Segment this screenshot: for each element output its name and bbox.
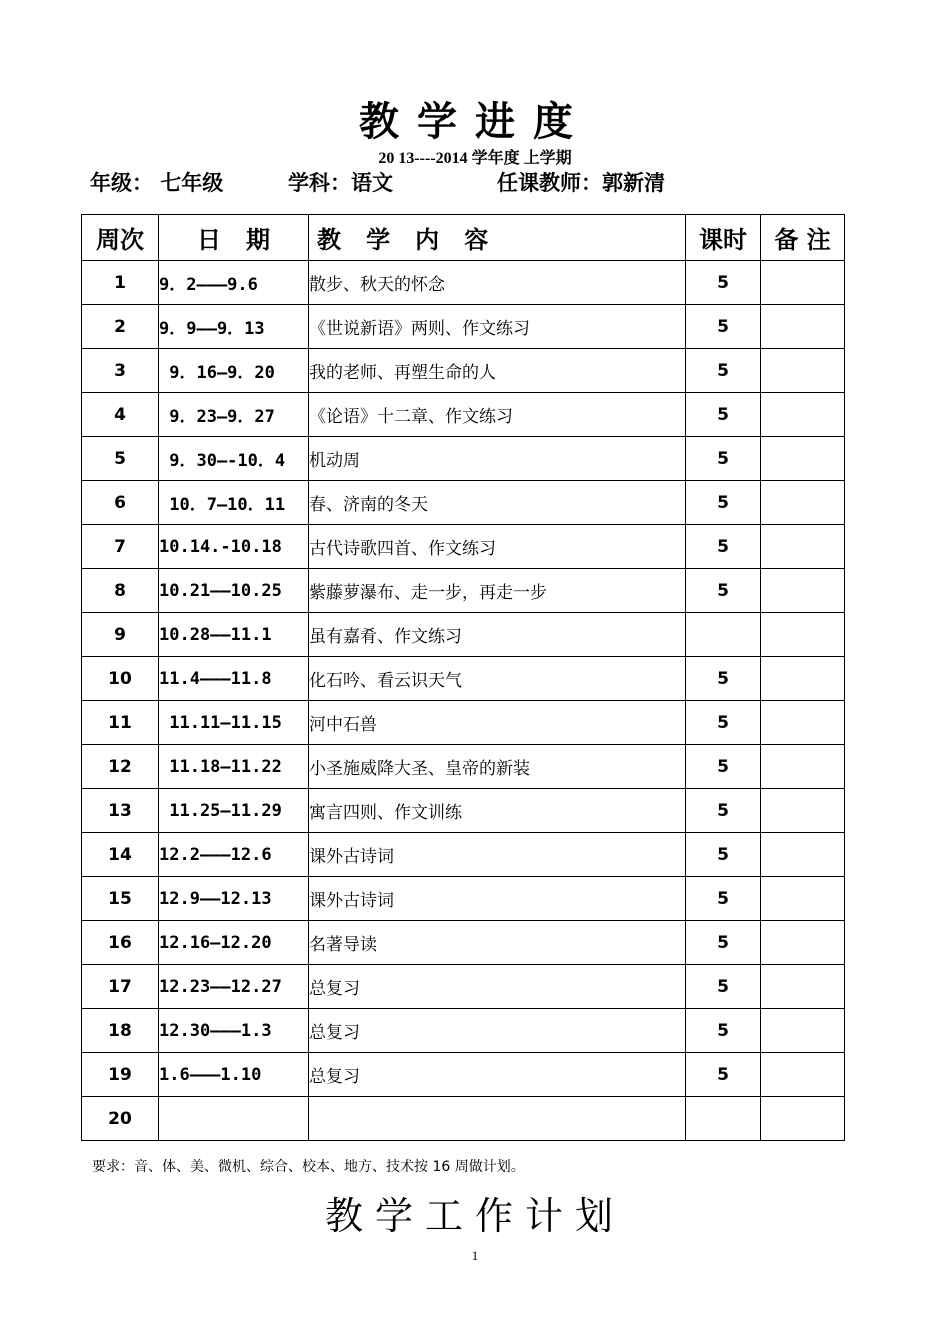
note-cell — [761, 965, 845, 1009]
date-cell: 10.14.-10.18 — [159, 525, 309, 569]
content-cell: 紫藤萝瀑布、走一步，再走一步 — [309, 569, 686, 613]
hours-cell: 5 — [686, 745, 761, 789]
table-row — [82, 349, 845, 393]
week-cell: 13 — [82, 789, 159, 833]
week-cell: 12 — [82, 745, 159, 789]
hours-cell: 5 — [686, 437, 761, 481]
hours-cell: 5 — [686, 965, 761, 1009]
date-cell: 12.23——12.27 — [159, 965, 309, 1009]
note-cell — [761, 481, 845, 525]
table-row — [82, 569, 845, 613]
hours-cell — [686, 613, 761, 657]
week-cell: 15 — [82, 877, 159, 921]
note-cell — [761, 1009, 845, 1053]
note-cell — [761, 789, 845, 833]
content-cell: 总复习 — [309, 1009, 686, 1053]
note-cell — [761, 833, 845, 877]
header-date: 日 期 — [159, 215, 309, 261]
table-row — [82, 701, 845, 745]
week-cell: 20 — [82, 1097, 159, 1141]
header-notes: 备 注 — [761, 215, 845, 261]
date-cell: 11.4—–—11.8 — [159, 657, 309, 701]
note-cell — [761, 921, 845, 965]
grade-label: 年级： 七年级 — [90, 171, 224, 195]
table-row — [82, 481, 845, 525]
content-cell: 古代诗歌四首、作文练习 — [309, 525, 686, 569]
header-week: 周次 — [82, 215, 159, 261]
week-cell: 9 — [82, 613, 159, 657]
content-cell: 《论语》十二章、作文练习 — [309, 393, 686, 437]
note-cell — [761, 877, 845, 921]
date-cell: 12.2——–12.6 — [159, 833, 309, 877]
week-cell: 4 — [82, 393, 159, 437]
note-cell — [761, 1097, 845, 1141]
content-cell: 总复习 — [309, 1053, 686, 1097]
header-content: 教 学 内 容 — [309, 215, 686, 261]
content-cell: 虽有嘉肴、作文练习 — [309, 613, 686, 657]
date-cell: 10．7—10．11 — [159, 481, 309, 525]
week-cell: 14 — [82, 833, 159, 877]
note-cell — [761, 701, 845, 745]
table-header-row — [82, 215, 845, 261]
note-cell — [761, 305, 845, 349]
content-cell: 我的老师、再塑生命的人 — [309, 349, 686, 393]
note-cell — [761, 745, 845, 789]
hours-cell: 5 — [686, 789, 761, 833]
content-cell: 课外古诗词 — [309, 833, 686, 877]
subject-label: 学科：语文 — [288, 171, 393, 195]
note-cell — [761, 525, 845, 569]
week-cell: 6 — [82, 481, 159, 525]
note-cell — [761, 569, 845, 613]
schedule-table — [81, 214, 845, 1141]
table-row — [82, 393, 845, 437]
hours-cell: 5 — [686, 525, 761, 569]
table-row — [82, 613, 845, 657]
school-year-subtitle: 20 13----2014 学年度 上学期 — [378, 150, 572, 167]
teacher-label: 任课教师：郭新清 — [497, 171, 665, 195]
hours-cell: 5 — [686, 833, 761, 877]
content-cell: 名著导读 — [309, 921, 686, 965]
table-row — [82, 657, 845, 701]
content-cell: 机动周 — [309, 437, 686, 481]
note-cell — [761, 393, 845, 437]
note-cell — [761, 657, 845, 701]
hours-cell: 5 — [686, 657, 761, 701]
week-cell: 1 — [82, 261, 159, 305]
table-row — [82, 965, 845, 1009]
date-cell: 11.11—11.15 — [159, 701, 309, 745]
hours-cell: 5 — [686, 1053, 761, 1097]
date-cell: 11.18—11.22 — [159, 745, 309, 789]
table-row — [82, 833, 845, 877]
week-cell: 7 — [82, 525, 159, 569]
note-cell — [761, 349, 845, 393]
date-cell: 12.9——12.13 — [159, 877, 309, 921]
page-number: 1 — [471, 1248, 479, 1263]
date-cell: 12.16—12.20 — [159, 921, 309, 965]
hours-cell — [686, 1097, 761, 1141]
table-row — [82, 1053, 845, 1097]
hours-cell: 5 — [686, 569, 761, 613]
date-cell: 9．23—9．27 — [159, 393, 309, 437]
date-cell — [159, 1097, 309, 1141]
content-cell: 散步、秋天的怀念 — [309, 261, 686, 305]
week-cell: 8 — [82, 569, 159, 613]
date-cell: 9．2—––9.6 — [159, 261, 309, 305]
content-cell: 河中石兽 — [309, 701, 686, 745]
content-cell: 小圣施威降大圣、皇帝的新装 — [309, 745, 686, 789]
header-hours: 课时 — [686, 215, 761, 261]
hours-cell: 5 — [686, 481, 761, 525]
week-cell: 16 — [82, 921, 159, 965]
content-cell: 《世说新语》两则、作文练习 — [309, 305, 686, 349]
date-cell: 10.21——10.25 — [159, 569, 309, 613]
date-cell: 10.28——11.1 — [159, 613, 309, 657]
week-cell: 11 — [82, 701, 159, 745]
week-cell: 19 — [82, 1053, 159, 1097]
content-cell: 总复习 — [309, 965, 686, 1009]
note-cell — [761, 1053, 845, 1097]
note-cell — [761, 437, 845, 481]
table-row — [82, 437, 845, 481]
content-cell: 春、济南的冬天 — [309, 481, 686, 525]
hours-cell: 5 — [686, 1009, 761, 1053]
hours-cell: 5 — [686, 877, 761, 921]
table-row — [82, 921, 845, 965]
week-cell: 2 — [82, 305, 159, 349]
date-cell: 9．30—-10．4 — [159, 437, 309, 481]
date-cell: 9．9—–9．13 — [159, 305, 309, 349]
note-cell — [761, 613, 845, 657]
table-row — [82, 305, 845, 349]
content-cell: 课外古诗词 — [309, 877, 686, 921]
hours-cell: 5 — [686, 349, 761, 393]
week-cell: 17 — [82, 965, 159, 1009]
table-row — [82, 525, 845, 569]
week-cell: 3 — [82, 349, 159, 393]
date-cell: 9．16—9．20 — [159, 349, 309, 393]
table-row — [82, 1097, 845, 1141]
note-cell — [761, 261, 845, 305]
requirement-note: 要求：音、体、美、微机、综合、校本、地方、技术按 16 周做计划。 — [92, 1159, 525, 1175]
week-cell: 5 — [82, 437, 159, 481]
table-row — [82, 1009, 845, 1053]
table-row — [82, 745, 845, 789]
date-cell: 11.25—11.29 — [159, 789, 309, 833]
hours-cell: 5 — [686, 305, 761, 349]
week-cell: 18 — [82, 1009, 159, 1053]
plan-heading: 教学工作计划 — [324, 1194, 625, 1238]
hours-cell: 5 — [686, 701, 761, 745]
content-cell: 寓言四则、作文训练 — [309, 789, 686, 833]
hours-cell: 5 — [686, 921, 761, 965]
page-title: 教学进度 — [359, 98, 591, 145]
hours-cell: 5 — [686, 393, 761, 437]
content-cell — [309, 1097, 686, 1141]
date-cell: 12.30———1.3 — [159, 1009, 309, 1053]
content-cell: 化石吟、看云识天气 — [309, 657, 686, 701]
table-row — [82, 877, 845, 921]
table-row — [82, 789, 845, 833]
date-cell: 1.6———1.10 — [159, 1053, 309, 1097]
hours-cell: 5 — [686, 261, 761, 305]
table-row — [82, 261, 845, 305]
week-cell: 10 — [82, 657, 159, 701]
